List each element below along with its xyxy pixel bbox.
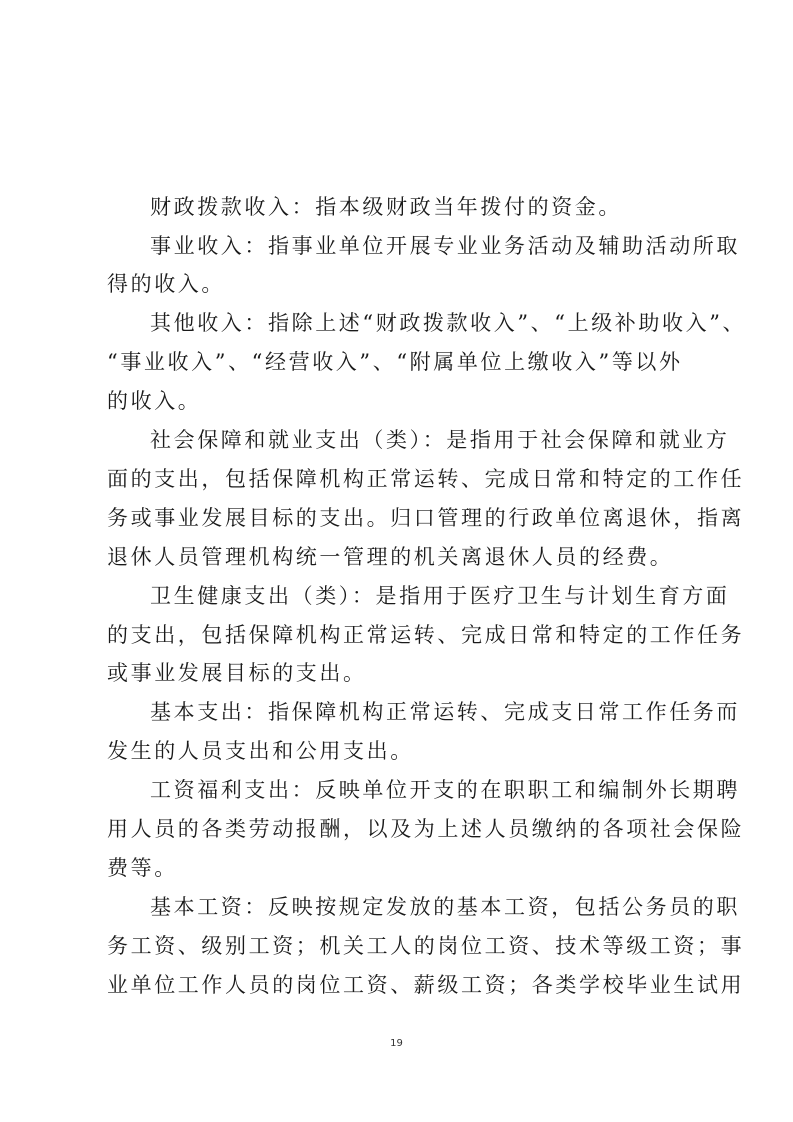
paragraph-line: 社会保障和就业支出（类）：是指用于社会保障和就业方 <box>150 428 730 452</box>
paragraph-line: 基本支出：指保障机构正常运转、完成支日常工作任务而 <box>150 700 740 724</box>
paragraph-line: 其他收入：指除上述“财政拨款收入”、“上级补助收入”、 <box>150 311 747 335</box>
paragraph-line: 或事业发展目标的支出。 <box>107 661 367 685</box>
paragraph-line: “事业收入”、“经营收入”、“附属单位上缴收入”等以外 <box>107 350 683 374</box>
paragraph-line: 退休人员管理机构统一管理的机关离退休人员的经费。 <box>107 545 674 569</box>
paragraph-line: 发生的人员支出和公用支出。 <box>107 739 414 763</box>
page-number: 19 <box>390 1038 403 1049</box>
paragraph-line: 工资福利支出：反映单位开支的在职职工和编制外长期聘 <box>150 778 740 802</box>
paragraph-line: 务工资、级别工资；机关工人的岗位工资、技术等级工资；事 <box>107 934 745 958</box>
paragraph-line: 业单位工作人员的岗位工资、薪级工资；各类学校毕业生试用 <box>107 973 745 997</box>
paragraph-line: 面的支出，包括保障机构正常运转、完成日常和特定的工作任 <box>107 467 745 491</box>
paragraph-line: 费等。 <box>107 856 178 880</box>
paragraph-line: 的支出，包括保障机构正常运转、完成日常和特定的工作任务 <box>107 623 745 647</box>
paragraph-line: 事业收入：指事业单位开展专业业务活动及辅助活动所取 <box>150 234 740 258</box>
paragraph-line: 用人员的各类劳动报酬，以及为上述人员缴纳的各项社会保险 <box>107 817 745 841</box>
paragraph-line: 基本工资：反映按规定发放的基本工资，包括公务员的职 <box>150 895 740 919</box>
paragraph-line: 卫生健康支出（类）：是指用于医疗卫生与计划生育方面 <box>150 584 730 608</box>
paragraph-line: 务或事业发展目标的支出。归口管理的行政单位离退休，指离 <box>107 506 745 530</box>
paragraph-line: 得的收入。 <box>107 272 225 296</box>
paragraph-line: 的收入。 <box>107 389 202 413</box>
paragraph-line: 财政拨款收入：指本级财政当年拨付的资金。 <box>150 195 622 219</box>
